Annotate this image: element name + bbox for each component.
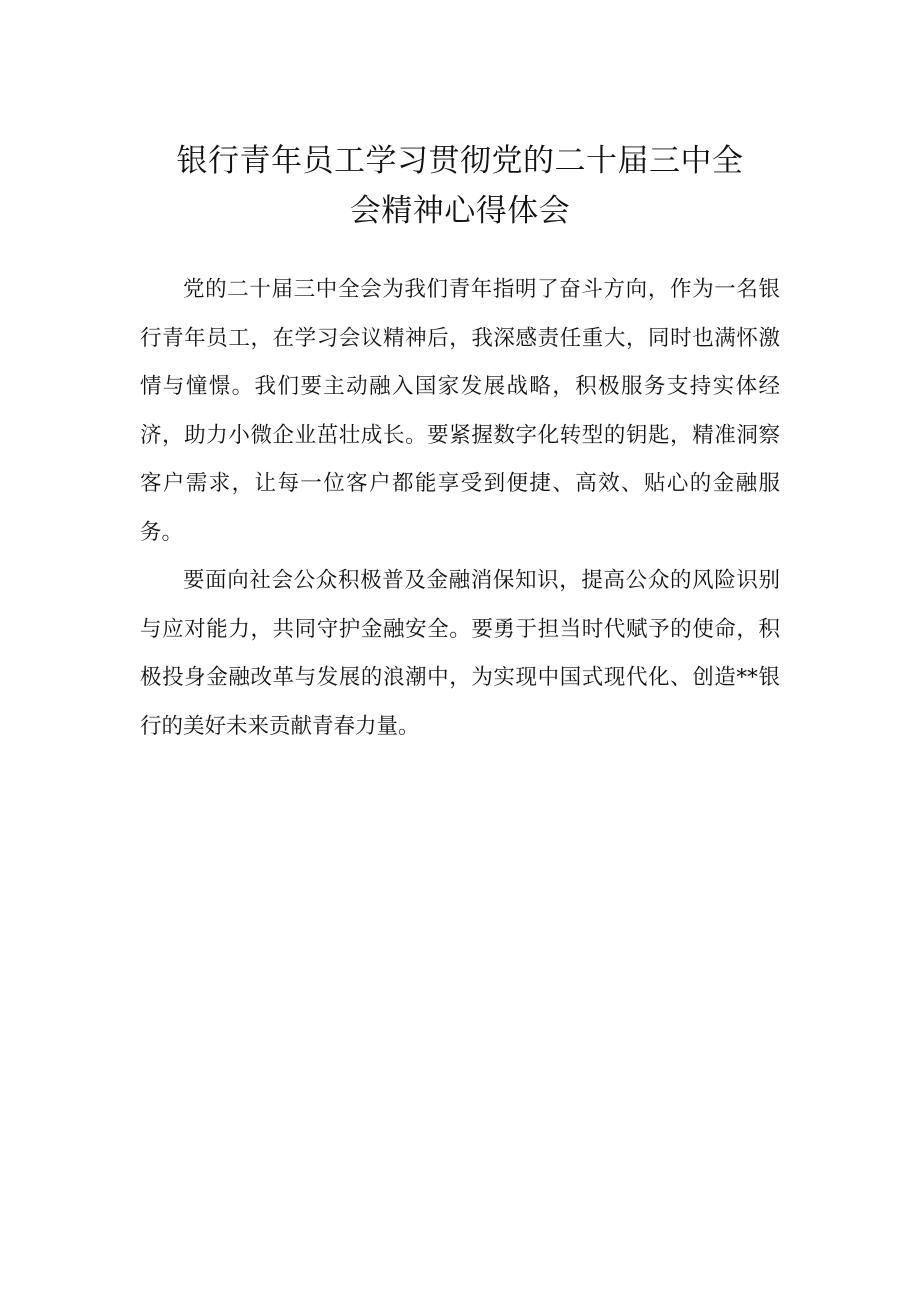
paragraph-1: 党的二十届三中全会为我们青年指明了奋斗方向，作为一名银行青年员工，在学习会议精神后，我深感责任重大，同时也满怀激情与憧憬。我们要主动融入国家发展战略，积极服务支持实体经济，助力小微企业茁壮成长。要紧握数字化转型的钥匙，精准洞察客户需求，让每一位客户都能享受到便捷、高效、贴心的金融服务。 (140, 277, 780, 545)
title-line-2: 会精神心得体会 (349, 193, 571, 229)
document-body (140, 266, 780, 751)
document-title (100, 136, 820, 236)
title-line-1: 银行青年员工学习贯彻党的二十届三中全 (176, 143, 744, 179)
paragraph-2: 要面向社会公众积极普及金融消保知识，提高公众的风险识别与应对能力，共同守护金融安全。要勇于担当时代赋予的使命，积极投身金融改革与发展的浪潮中，为实现中国式现代化、创造**银行的美好未来贡献青春力量。 (140, 568, 780, 739)
